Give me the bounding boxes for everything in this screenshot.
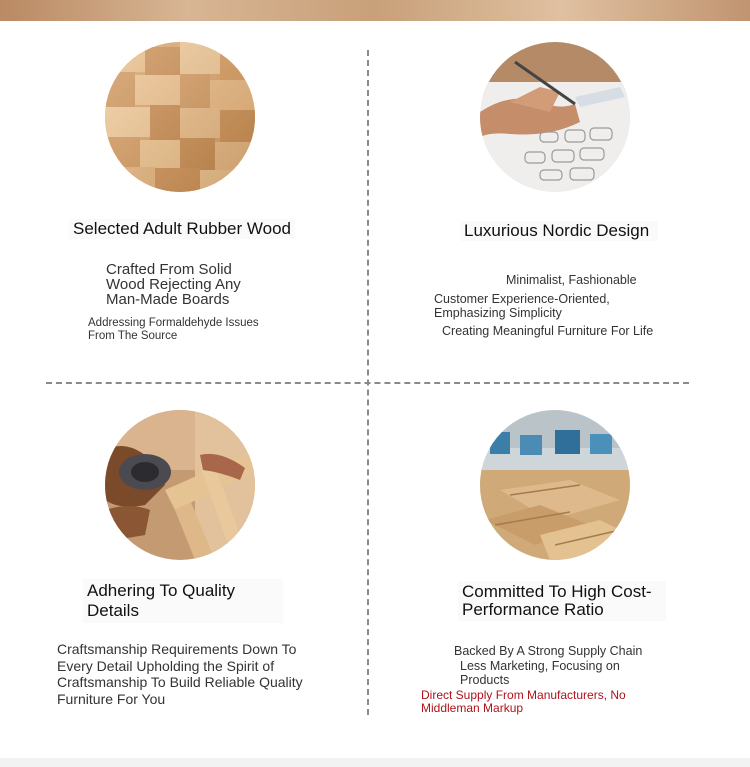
card-1-title: Selected Adult Rubber Wood — [69, 219, 295, 239]
card-2-line-3: Creating Meaningful Furniture For Life — [442, 324, 654, 338]
card-1-line-1: Crafted From Solid Wood Rejecting Any Man-Made Boards — [106, 261, 241, 308]
card-2-title: Luxurious Nordic Design — [460, 221, 658, 241]
card-2-line-1: Minimalist, Fashionable — [506, 273, 637, 287]
card-2-line-2: Customer Experience-Oriented, Emphasizing Simplicity — [434, 292, 610, 320]
wood-blocks-photo — [105, 42, 255, 192]
factory-floor-photo — [480, 410, 630, 560]
card-3-title: Adhering To Quality Details — [83, 579, 283, 623]
card-4-title: Committed To High Cost-Performance Ratio — [458, 581, 666, 621]
card-4-line-2: Less Marketing, Focusing on Products — [460, 659, 620, 687]
card-4-line-1: Backed By A Strong Supply Chain — [454, 644, 643, 658]
footer-strip — [0, 758, 750, 767]
horizontal-divider — [46, 382, 689, 384]
sketching-hand-photo — [480, 42, 630, 192]
card-4-line-3: Direct Supply From Manufacturers, No Middleman Markup — [421, 688, 626, 715]
card-1-line-2: Addressing Formaldehyde Issues From The Source — [88, 317, 259, 342]
grinder-craftsman-photo — [105, 410, 255, 560]
card-3-line-1: Craftsmanship Requirements Down To Every Detail Upholding the Spirit of Craftsmanship To Build Reliable Quality Furniture For You — [57, 641, 303, 707]
wood-banner-strip — [0, 0, 750, 21]
